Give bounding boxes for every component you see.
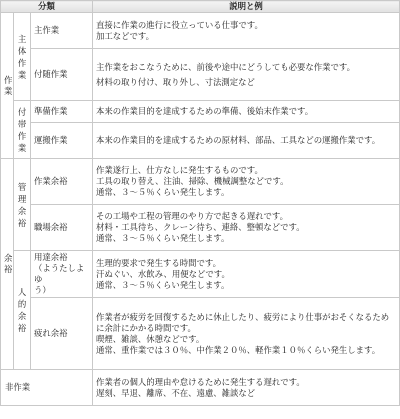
subgroup-label-kanri: 管 理 余 裕: [14, 159, 31, 251]
header-row: [1, 1, 400, 13]
table-row: [1, 205, 400, 251]
table-row: [1, 298, 400, 370]
table-row: [1, 13, 400, 49]
row-description: 作業遂行上、仕方なしに発生するものです。 工具の取り替え、注油、掃除、機械調整などです。 通常、３～５％くらい発生します。: [93, 159, 400, 205]
row-description: 本来の作業目的を達成するための準備、後始末作業です。: [93, 101, 400, 123]
table-row: [1, 251, 400, 298]
row-description: その工場や工程の管理のやり方で起きる遅れです。 材料・工具待ち、クレーン待ち、連絡、整頓などです。 通常、３～５％くらい発生します。: [93, 205, 400, 251]
row-name: 職場余裕: [31, 205, 93, 251]
row-name: 疲れ余裕: [31, 298, 93, 370]
row-name: 主作業: [31, 13, 93, 49]
group-label-hisagyou: 非作業: [1, 370, 93, 406]
table-row: [1, 159, 400, 205]
row-name: 用達余裕 （ようたしよゆ う）: [31, 251, 93, 298]
header-category: 分類: [1, 1, 93, 13]
group-label-sagyou: 作業: [1, 13, 14, 159]
table-row: [1, 101, 400, 123]
row-description: 作業者の個人的理由や怠けるために発生する遅れです。 遅刻、早退、離席、不在、遠慮、雑談など: [93, 370, 400, 406]
table-row: [1, 123, 400, 159]
row-name: 運搬作業: [31, 123, 93, 159]
row-name: 準備作業: [31, 101, 93, 123]
table-row: [1, 370, 400, 406]
header-description: 説明と例: [93, 1, 400, 13]
subgroup-label-jinteki: 人 的 余 裕: [14, 251, 31, 370]
row-name: 付随作業: [31, 49, 93, 101]
row-description: 本来の作業目的を達成するための原材料、部品、工具などの運搬作業です。: [93, 123, 400, 159]
subgroup-label-shutai: 主 体 作 業: [14, 13, 31, 101]
row-description: 主作業をおこなうために、前後や途中にどうしても必要な作業です。 材料の取り付け、取り外し、寸法測定など: [93, 49, 400, 101]
row-description: 直接に作業の進行に役立っている仕事です。 加工などです。: [93, 13, 400, 49]
group-label-yoyu: 余裕: [1, 159, 14, 370]
row-description: 生理的要求で発生する時間です。 汗ぬぐい、水飲み、用便などです。 通常、３～５％くらい発生します。: [93, 251, 400, 298]
table-row: [1, 49, 400, 101]
row-description: 作業者が疲労を回復するために休止したり、疲労により仕事がおそくなるために余計にかかる時間です。 喫煙、雑談、休憩などです。 通常、重作業では３０％、中作業２０％、軽作業１０％くらい発生します。: [93, 298, 400, 370]
subgroup-label-futai: 付 帯 作 業: [14, 101, 31, 159]
row-name: 作業余裕: [31, 159, 93, 205]
